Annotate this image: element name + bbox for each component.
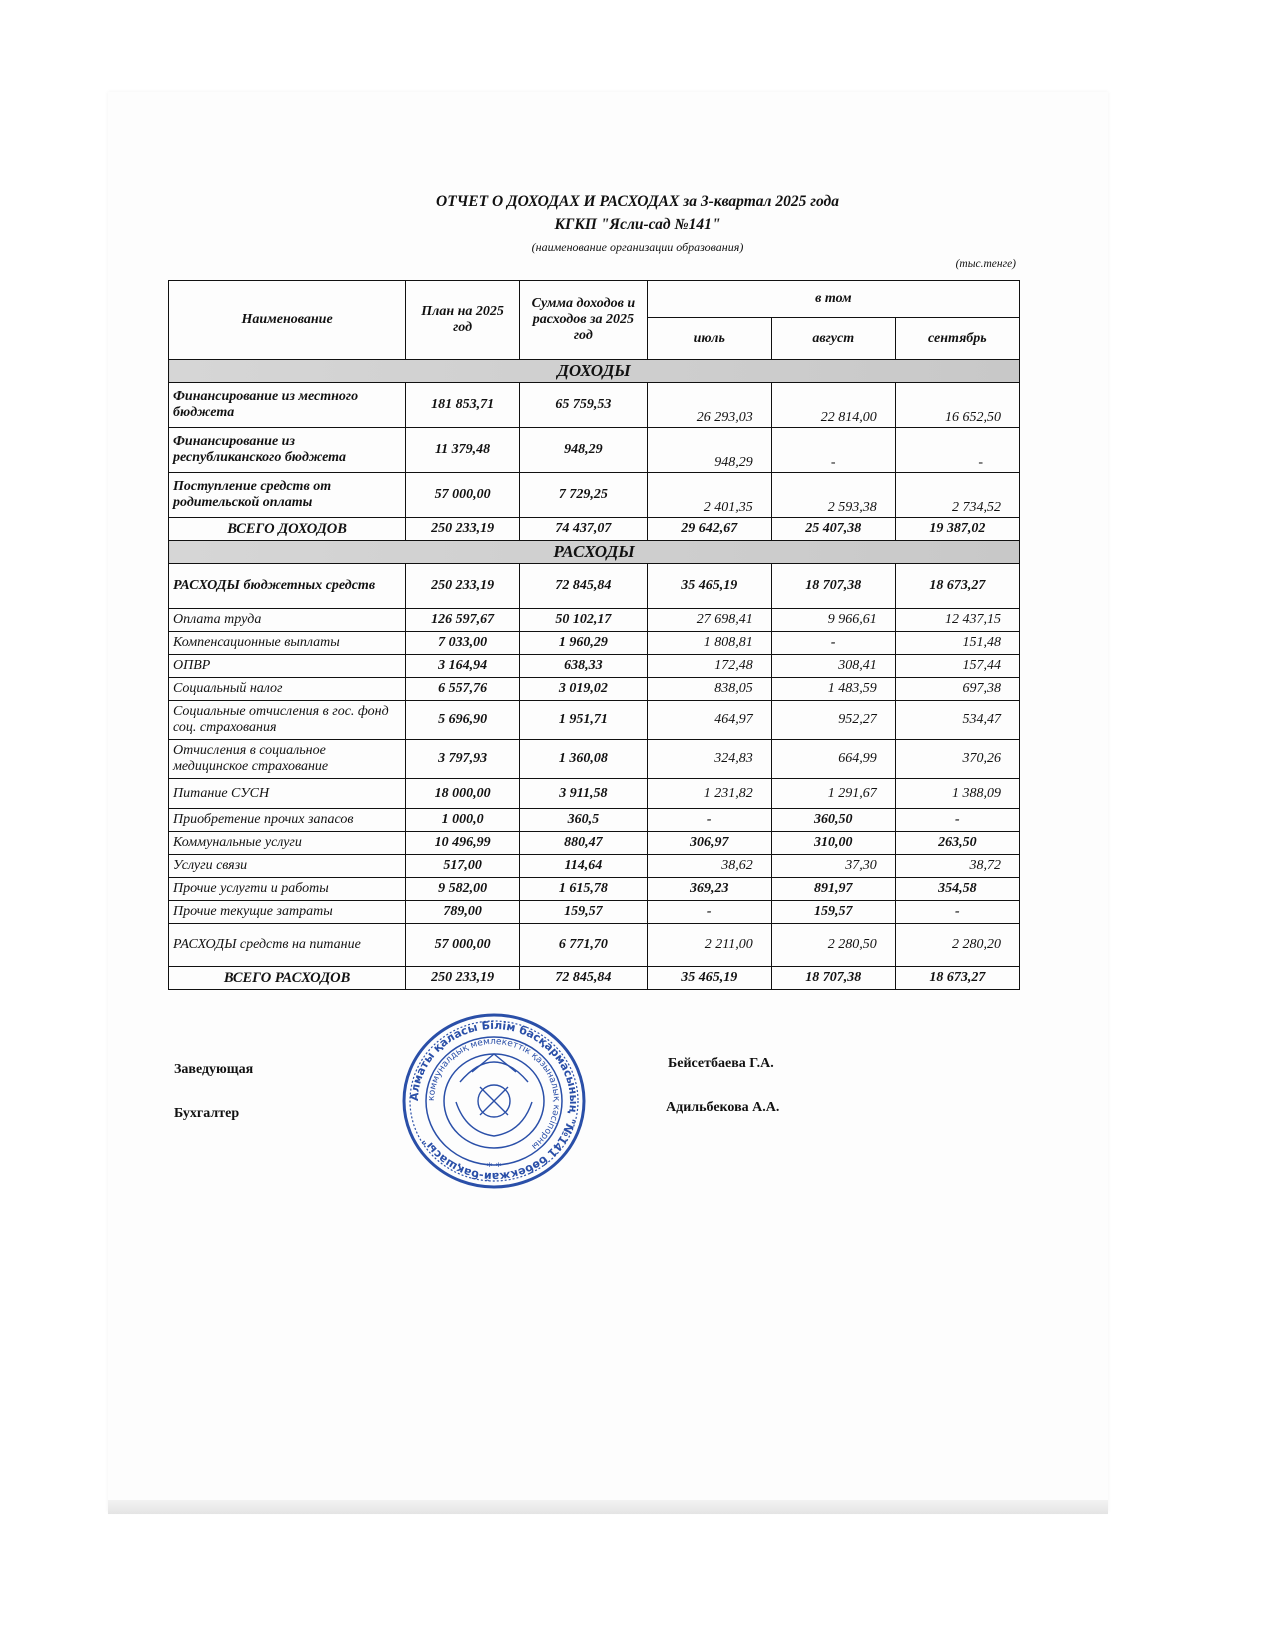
cell-august: 664,99: [771, 740, 895, 779]
table-row: [169, 428, 1020, 473]
organization-caption: (наименование организации образования): [531, 240, 744, 254]
cell-plan: 1 000,0: [406, 809, 520, 832]
cell-sum: 74 437,07: [519, 518, 647, 541]
cell-september: 263,50: [895, 832, 1019, 855]
cell-september: 370,26: [895, 740, 1019, 779]
cell-sum: 3 911,58: [519, 779, 647, 809]
cell-august: 360,50: [771, 809, 895, 832]
section-expense-label: РАСХОДЫ: [169, 541, 1020, 564]
col-header-name: Наименование: [169, 281, 406, 360]
section-expense: [169, 541, 1020, 564]
cell-august: -: [771, 632, 895, 655]
row-name: Поступление средств от родительской оплаты: [169, 473, 406, 518]
cell-july: 172,48: [647, 655, 771, 678]
table-row: [169, 383, 1020, 428]
row-name: ВСЕГО ДОХОДОВ: [169, 518, 406, 541]
cell-july: 35 465,19: [647, 967, 771, 990]
cell-july: 1 231,82: [647, 779, 771, 809]
row-name: Отчисления в социальное медицинское страхование: [169, 740, 406, 779]
total-expense-row: [169, 967, 1020, 990]
cell-sum: 1 360,08: [519, 740, 647, 779]
svg-text:* *: * *: [486, 1159, 502, 1173]
svg-text:коммуналдық мемлекеттік қазына: коммуналдық мемлекеттік қазыналық кәсіпорны: [426, 1036, 562, 1152]
cell-september: 38,72: [895, 855, 1019, 878]
row-name: Оплата труда: [169, 609, 406, 632]
cell-july: 1 808,81: [647, 632, 771, 655]
head-name: Бейсетбаева Г.А.: [668, 1056, 774, 1071]
cell-august: 308,41: [771, 655, 895, 678]
table-row: [169, 632, 1020, 655]
table-row: [169, 655, 1020, 678]
row-name: Приобретение прочих запасов: [169, 809, 406, 832]
col-header-plan: План на 2025 год: [406, 281, 520, 360]
cell-september: 2 280,20: [895, 924, 1019, 967]
cell-july: 27 698,41: [647, 609, 771, 632]
cell-plan: 250 233,19: [406, 967, 520, 990]
cell-sum: 72 845,84: [519, 564, 647, 609]
cell-august: 1 291,67: [771, 779, 895, 809]
cell-sum: 948,29: [519, 428, 647, 473]
cell-sum: 880,47: [519, 832, 647, 855]
col-header-september: сентябрь: [895, 318, 1019, 360]
report-title: ОТЧЕТ О ДОХОДАХ И РАСХОДАХ за 3-квартал 2025 года: [436, 193, 839, 210]
table-row: [169, 924, 1020, 967]
total-income-row: [169, 518, 1020, 541]
cell-plan: 3 797,93: [406, 740, 520, 779]
cell-september: -: [895, 809, 1019, 832]
cell-july: 369,23: [647, 878, 771, 901]
cell-plan: 57 000,00: [406, 924, 520, 967]
cell-sum: 72 845,84: [519, 967, 647, 990]
row-name: ВСЕГО РАСХОДОВ: [169, 967, 406, 990]
cell-august: 952,27: [771, 701, 895, 740]
table-row: [169, 878, 1020, 901]
cell-august: 159,57: [771, 901, 895, 924]
row-name: Финансирование из местного бюджета: [169, 383, 406, 428]
header-row: [169, 281, 1020, 318]
organization-name: КГКП "Ясли-сад №141": [554, 216, 721, 233]
stamp-seal-icon: [400, 1012, 588, 1190]
cell-sum: 114,64: [519, 855, 647, 878]
cell-august: 310,00: [771, 832, 895, 855]
cell-september: 2 734,52: [895, 473, 1019, 518]
cell-september: 697,38: [895, 678, 1019, 701]
table-row: [169, 701, 1020, 740]
cell-sum: 7 729,25: [519, 473, 647, 518]
table-row: [169, 832, 1020, 855]
paper-edge: [108, 1500, 1108, 1514]
cell-september: 18 673,27: [895, 967, 1019, 990]
cell-august: 25 407,38: [771, 518, 895, 541]
section-income: [169, 360, 1020, 383]
cell-august: 891,97: [771, 878, 895, 901]
cell-sum: 1 615,78: [519, 878, 647, 901]
cell-september: 19 387,02: [895, 518, 1019, 541]
cell-sum: 1 951,71: [519, 701, 647, 740]
cell-plan: 9 582,00: [406, 878, 520, 901]
cell-september: 12 437,15: [895, 609, 1019, 632]
cell-sum: 159,57: [519, 901, 647, 924]
cell-plan: 250 233,19: [406, 564, 520, 609]
cell-august: 1 483,59: [771, 678, 895, 701]
table-row: [169, 779, 1020, 809]
cell-september: 157,44: [895, 655, 1019, 678]
row-name: Питание СУСН: [169, 779, 406, 809]
table-row: [169, 855, 1020, 878]
cell-july: 29 642,67: [647, 518, 771, 541]
table-row: [169, 678, 1020, 701]
cell-july: 306,97: [647, 832, 771, 855]
accountant-role: Бухгалтер: [174, 1106, 240, 1121]
col-header-sum: Сумма доходов и расходов за 2025 год: [519, 281, 647, 360]
cell-september: 16 652,50: [895, 383, 1019, 428]
cell-september: 1 388,09: [895, 779, 1019, 809]
cell-july: 2 401,35: [647, 473, 771, 518]
cell-sum: 65 759,53: [519, 383, 647, 428]
cell-july: 948,29: [647, 428, 771, 473]
cell-plan: 18 000,00: [406, 779, 520, 809]
cell-september: -: [895, 428, 1019, 473]
row-name: Услуги связи: [169, 855, 406, 878]
svg-text:Алматы қаласы Білім басқармасы: Алматы қаласы Білім басқармасының "№141 бөбекжай-бақшасы": [407, 1018, 581, 1184]
cell-sum: 1 960,29: [519, 632, 647, 655]
row-name: ОПВР: [169, 655, 406, 678]
cell-august: 2 280,50: [771, 924, 895, 967]
cell-sum: 638,33: [519, 655, 647, 678]
row-name: Коммунальные услуги: [169, 832, 406, 855]
cell-plan: 6 557,76: [406, 678, 520, 701]
report-table: [168, 280, 1020, 990]
accountant-name: Адильбекова А.А.: [666, 1100, 780, 1115]
official-stamp: [400, 1012, 588, 1190]
cell-sum: 360,5: [519, 809, 647, 832]
cell-sum: 50 102,17: [519, 609, 647, 632]
cell-august: 22 814,00: [771, 383, 895, 428]
row-name: Социальные отчисления в гос. фонд соц. страхования: [169, 701, 406, 740]
table-row: [169, 809, 1020, 832]
cell-july: 838,05: [647, 678, 771, 701]
row-name: Финансирование из республиканского бюджета: [169, 428, 406, 473]
cell-july: 35 465,19: [647, 564, 771, 609]
cell-plan: 7 033,00: [406, 632, 520, 655]
table-row: [169, 564, 1020, 609]
cell-plan: 3 164,94: [406, 655, 520, 678]
table-row: [169, 740, 1020, 779]
row-name: Прочие текущие затраты: [169, 901, 406, 924]
cell-july: 2 211,00: [647, 924, 771, 967]
row-name: РАСХОДЫ средств на питание: [169, 924, 406, 967]
row-name: Компенсационные выплаты: [169, 632, 406, 655]
cell-august: 2 593,38: [771, 473, 895, 518]
cell-august: 9 966,61: [771, 609, 895, 632]
cell-july: 26 293,03: [647, 383, 771, 428]
cell-september: -: [895, 901, 1019, 924]
table-row: [169, 901, 1020, 924]
cell-july: -: [647, 901, 771, 924]
cell-september: 534,47: [895, 701, 1019, 740]
cell-september: 151,48: [895, 632, 1019, 655]
row-name: РАСХОДЫ бюджетных средств: [169, 564, 406, 609]
cell-july: 324,83: [647, 740, 771, 779]
section-income-label: ДОХОДЫ: [169, 360, 1020, 383]
cell-sum: 3 019,02: [519, 678, 647, 701]
head-role: Заведующая: [174, 1062, 254, 1077]
cell-sum: 6 771,70: [519, 924, 647, 967]
cell-plan: 10 496,99: [406, 832, 520, 855]
col-header-group: в том: [647, 281, 1019, 318]
cell-plan: 789,00: [406, 901, 520, 924]
cell-august: 37,30: [771, 855, 895, 878]
cell-plan: 517,00: [406, 855, 520, 878]
table-row: [169, 473, 1020, 518]
cell-august: 18 707,38: [771, 967, 895, 990]
table-row: [169, 609, 1020, 632]
cell-august: 18 707,38: [771, 564, 895, 609]
col-header-august: август: [771, 318, 895, 360]
col-header-july: июль: [647, 318, 771, 360]
row-name: Прочие услугти и работы: [169, 878, 406, 901]
units-label: (тыс.тенге): [955, 258, 1016, 270]
cell-plan: 5 696,90: [406, 701, 520, 740]
cell-july: 464,97: [647, 701, 771, 740]
cell-july: -: [647, 809, 771, 832]
cell-september: 354,58: [895, 878, 1019, 901]
cell-plan: 250 233,19: [406, 518, 520, 541]
row-name: Социальный налог: [169, 678, 406, 701]
cell-september: 18 673,27: [895, 564, 1019, 609]
cell-plan: 181 853,71: [406, 383, 520, 428]
cell-july: 38,62: [647, 855, 771, 878]
cell-august: -: [771, 428, 895, 473]
cell-plan: 57 000,00: [406, 473, 520, 518]
cell-plan: 11 379,48: [406, 428, 520, 473]
cell-plan: 126 597,67: [406, 609, 520, 632]
